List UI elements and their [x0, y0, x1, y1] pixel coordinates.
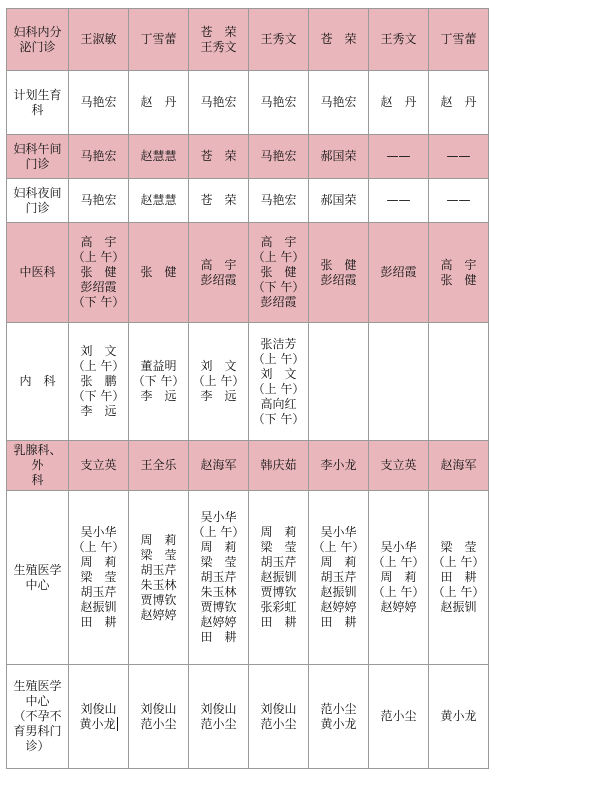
schedule-cell [369, 323, 429, 441]
schedule-cell: 马艳宏 [309, 71, 369, 135]
schedule-cell: —— [369, 179, 429, 223]
dept-cell: 生殖医学 中心 [7, 491, 69, 665]
table-row [7, 665, 489, 769]
schedule-cell: 苍 荣 [189, 135, 249, 179]
schedule-cell: 吴小华 （上 午） 周 莉 （上 午） 赵婷婷 [369, 491, 429, 665]
schedule-cell: 刘 文 （上 午） 张 鹏 （下 午） 李 远 [69, 323, 129, 441]
schedule-cell: 周 莉 梁 莹 胡玉芹 朱玉林 贾博钦 赵婷婷 [129, 491, 189, 665]
schedule-cell: 苍 荣 [189, 179, 249, 223]
table-row [7, 223, 489, 323]
schedule-cell [429, 323, 489, 441]
schedule-cell: 苍 荣 王秀文 [189, 9, 249, 71]
schedule-cell: 刘俊山 范小尘 [249, 665, 309, 769]
table-row [7, 179, 489, 223]
schedule-cell: 郝国荣 [309, 179, 369, 223]
table-row [7, 135, 489, 179]
schedule-cell: 黄小龙 [429, 665, 489, 769]
schedule-cell: 马艳宏 [69, 135, 129, 179]
schedule-cell: 马艳宏 [249, 71, 309, 135]
schedule-cell: —— [369, 135, 429, 179]
schedule-cell: 马艳宏 [69, 71, 129, 135]
schedule-cell: 范小尘 黄小龙 [309, 665, 369, 769]
schedule-cell: 赵海军 [429, 441, 489, 491]
schedule-table [6, 8, 489, 769]
schedule-cell: 周 莉 梁 莹 胡玉芹 赵振钏 贾博钦 张彩虹 田 耕 [249, 491, 309, 665]
schedule-cell: 苍 荣 [309, 9, 369, 71]
schedule-cell: 赵海军 [189, 441, 249, 491]
text-cursor [117, 717, 118, 731]
schedule-cell: —— [429, 135, 489, 179]
schedule-cell: —— [429, 179, 489, 223]
schedule-cell: 王秀文 [369, 9, 429, 71]
dept-cell: 妇科夜间 门诊 [7, 179, 69, 223]
schedule-cell: 赵慧慧 [129, 135, 189, 179]
table-row [7, 71, 489, 135]
schedule-cell: 赵 丹 [129, 71, 189, 135]
schedule-cell [69, 665, 129, 769]
schedule-cell: 丁雪蕾 [129, 9, 189, 71]
schedule-cell: 刘 文 （上 午） 李 远 [189, 323, 249, 441]
schedule-cell: 张 健 彭绍霞 [309, 223, 369, 323]
schedule-cell: 吴小华 （上 午） 周 莉 梁 莹 胡玉芹 朱玉林 贾博钦 赵婷婷 田 耕 [189, 491, 249, 665]
schedule-cell: 刘俊山 范小尘 [189, 665, 249, 769]
schedule-cell: 赵 丹 [369, 71, 429, 135]
cell-text: 刘俊山 黄小龙 [79, 701, 117, 731]
dept-cell: 生殖医学 中心 （不孕不 育男科门 诊） [7, 665, 69, 769]
dept-cell: 妇科午间 门诊 [7, 135, 69, 179]
table-row [7, 441, 489, 491]
table-row [7, 9, 489, 71]
schedule-cell: 刘俊山 范小尘 [129, 665, 189, 769]
schedule-cell: 郝国荣 [309, 135, 369, 179]
schedule-cell: 丁雪蕾 [429, 9, 489, 71]
schedule-cell: 梁 莹 （上 午） 田 耕 （上 午） 赵振钏 [429, 491, 489, 665]
schedule-cell: 董益明 （下 午） 李 远 [129, 323, 189, 441]
schedule-cell: 赵慧慧 [129, 179, 189, 223]
schedule-cell: 张洁芳 （上 午） 刘 文 （上 午） 高向红 （下 午） [249, 323, 309, 441]
schedule-cell: 高 宇 彭绍霞 [189, 223, 249, 323]
schedule-cell: 王全乐 [129, 441, 189, 491]
schedule-cell: 马艳宏 [249, 179, 309, 223]
schedule-cell [309, 323, 369, 441]
schedule-cell: 马艳宏 [189, 71, 249, 135]
schedule-cell: 支立英 [69, 441, 129, 491]
schedule-cell: 支立英 [369, 441, 429, 491]
table-row [7, 323, 489, 441]
dept-cell: 乳腺科、外 科 [7, 441, 69, 491]
schedule-cell: 彭绍霞 [369, 223, 429, 323]
schedule-cell: 王秀文 [249, 9, 309, 71]
schedule-cell: 马艳宏 [69, 179, 129, 223]
schedule-cell: 张 健 [129, 223, 189, 323]
schedule-cell: 韩庆茹 [249, 441, 309, 491]
schedule-cell: 高 宇 （上 午） 张 健 彭绍霞 （下 午） [69, 223, 129, 323]
schedule-cell: 王淑敏 [69, 9, 129, 71]
dept-cell: 妇科内分 泌门诊 [7, 9, 69, 71]
schedule-cell: 高 宇 张 健 [429, 223, 489, 323]
schedule-cell: 赵 丹 [429, 71, 489, 135]
schedule-cell: 吴小华 （上 午） 周 莉 胡玉芹 赵振钏 赵婷婷 田 耕 [309, 491, 369, 665]
schedule-cell: 吴小华 （上 午） 周 莉 梁 莹 胡玉芹 赵振钏 田 耕 [69, 491, 129, 665]
schedule-cell: 李小龙 [309, 441, 369, 491]
dept-cell: 内 科 [7, 323, 69, 441]
schedule-cell: 高 宇 （上 午） 张 健 （下 午） 彭绍霞 [249, 223, 309, 323]
table-row [7, 491, 489, 665]
schedule-cell: 马艳宏 [249, 135, 309, 179]
schedule-cell: 范小尘 [369, 665, 429, 769]
dept-cell: 中医科 [7, 223, 69, 323]
dept-cell: 计划生育 科 [7, 71, 69, 135]
